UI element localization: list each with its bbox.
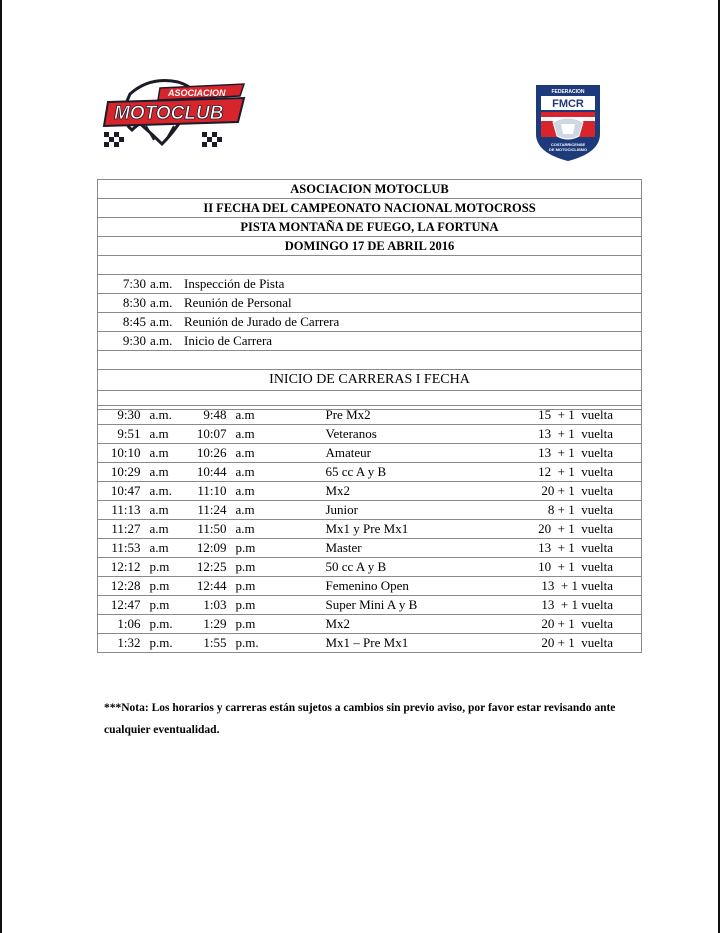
- race-end-time: 1:29: [186, 615, 232, 634]
- race-start-time: 9:30: [98, 406, 145, 425]
- agenda-row: 9:30 a.m. Inicio de Carrera: [98, 332, 642, 351]
- race-start-ampm: a.m: [145, 463, 186, 482]
- race-category: 65 cc A y B: [322, 463, 512, 482]
- section-title: INICIO DE CARRERAS I FECHA: [98, 370, 642, 391]
- race-end-ampm: a.m: [232, 501, 322, 520]
- race-end-ampm: a.m: [232, 463, 322, 482]
- race-start-time: 11:13: [98, 501, 145, 520]
- race-category: Mx2: [322, 615, 512, 634]
- race-start-ampm: a.m.: [145, 482, 186, 501]
- schedule-table: [97, 179, 642, 410]
- race-laps: 13 + 1 vuelta: [512, 444, 642, 463]
- race-end-time: 1:03: [186, 596, 232, 615]
- race-laps: 13 + 1 vuelta: [512, 596, 642, 615]
- race-category: Mx2: [322, 482, 512, 501]
- race-end-ampm: p.m: [232, 577, 322, 596]
- race-laps: 8 + 1 vuelta: [512, 501, 642, 520]
- race-laps: 20 + 1 vuelta: [512, 634, 642, 653]
- race-start-ampm: a.m: [145, 501, 186, 520]
- motoclub-logo-main-text: MOTOCLUB: [114, 103, 224, 124]
- fmcr-logo-initials: FMCR: [552, 98, 584, 110]
- race-row: [98, 444, 642, 463]
- race-row: [98, 463, 642, 482]
- race-row: [98, 482, 642, 501]
- race-laps: 13 + 1 vuelta: [512, 577, 642, 596]
- race-start-time: 10:47: [98, 482, 145, 501]
- race-category: Femenino Open: [322, 577, 512, 596]
- race-start-ampm: p.m.: [145, 634, 186, 653]
- race-end-time: 1:55: [186, 634, 232, 653]
- race-end-ampm: a.m: [232, 520, 322, 539]
- race-row: [98, 425, 642, 444]
- race-category: Super Mini A y B: [322, 596, 512, 615]
- disclaimer-note: ***Nota: Los horarios y carreras están sujetos a cambios sin previo aviso, por favor estar revisando ante cualquier eventualidad.: [104, 702, 616, 736]
- race-start-time: 12:28: [98, 577, 145, 596]
- race-start-ampm: a.m: [145, 520, 186, 539]
- race-end-ampm: p.m: [232, 615, 322, 634]
- motoclub-logo: [102, 74, 248, 154]
- race-end-time: 12:25: [186, 558, 232, 577]
- agenda-row: 8:45 a.m. Reunión de Jurado de Carrera: [98, 313, 642, 332]
- race-laps: 20 + 1 vuelta: [512, 482, 642, 501]
- race-start-time: 12:47: [98, 596, 145, 615]
- race-category: Mx1 y Pre Mx1: [322, 520, 512, 539]
- race-category: Junior: [322, 501, 512, 520]
- race-laps: 10 + 1 vuelta: [512, 558, 642, 577]
- header-date: DOMINGO 17 DE ABRIL 2016: [98, 237, 642, 256]
- race-row: [98, 501, 642, 520]
- race-end-time: 10:07: [186, 425, 232, 444]
- race-laps: 13 + 1 vuelta: [512, 539, 642, 558]
- blank-row: [98, 351, 642, 370]
- race-end-ampm: a.m: [232, 425, 322, 444]
- race-start-time: 11:53: [98, 539, 145, 558]
- race-row: [98, 596, 642, 615]
- race-end-time: 12:09: [186, 539, 232, 558]
- race-end-ampm: a.m: [232, 482, 322, 501]
- race-laps: 15 + 1 vuelta: [512, 406, 642, 425]
- race-end-ampm: p.m: [232, 558, 322, 577]
- race-end-time: 10:26: [186, 444, 232, 463]
- race-end-ampm: p.m.: [232, 634, 322, 653]
- race-start-ampm: p.m: [145, 596, 186, 615]
- race-start-ampm: a.m: [145, 539, 186, 558]
- blank-row: [98, 256, 642, 275]
- race-start-ampm: a.m: [145, 444, 186, 463]
- race-row: [98, 558, 642, 577]
- race-category: Veteranos: [322, 425, 512, 444]
- race-row: [98, 539, 642, 558]
- fmcr-logo-bottom-text-1: COSTARRICENSE: [550, 142, 586, 147]
- race-row: [98, 634, 642, 653]
- race-start-time: 1:06: [98, 615, 145, 634]
- fmcr-logo: [529, 84, 607, 162]
- header-organizer: ASOCIACION MOTOCLUB: [98, 180, 642, 199]
- race-category: 50 cc A y B: [322, 558, 512, 577]
- race-laps: 13 + 1 vuelta: [512, 425, 642, 444]
- header-venue: PISTA MONTAÑA DE FUEGO, LA FORTUNA: [98, 218, 642, 237]
- fmcr-logo-bottom-text-2: DE MOTOCICLISMO: [548, 147, 588, 152]
- race-start-ampm: p.m.: [145, 615, 186, 634]
- race-row: [98, 520, 642, 539]
- header-event: II FECHA DEL CAMPEONATO NACIONAL MOTOCROSS: [98, 199, 642, 218]
- race-category: Pre Mx2: [322, 406, 512, 425]
- race-row: [98, 406, 642, 425]
- race-end-time: 11:10: [186, 482, 232, 501]
- race-category: Amateur: [322, 444, 512, 463]
- race-end-ampm: p.m: [232, 539, 322, 558]
- race-start-ampm: a.m.: [145, 406, 186, 425]
- race-end-ampm: a.m: [232, 406, 322, 425]
- race-start-ampm: a.m: [145, 425, 186, 444]
- races-table: [97, 405, 642, 653]
- page-edge-left: [0, 0, 2, 933]
- race-laps: 20 + 1 vuelta: [512, 520, 642, 539]
- motoclub-logo-top-text: ASOCIACION: [168, 88, 226, 98]
- race-start-ampm: p.m: [145, 577, 186, 596]
- race-start-time: 12:12: [98, 558, 145, 577]
- race-end-time: 9:48: [186, 406, 232, 425]
- race-row: [98, 615, 642, 634]
- race-start-time: 9:51: [98, 425, 145, 444]
- race-start-ampm: p.m: [145, 558, 186, 577]
- race-end-time: 11:50: [186, 520, 232, 539]
- race-laps: 12 + 1 vuelta: [512, 463, 642, 482]
- race-row: [98, 577, 642, 596]
- race-laps: 20 + 1 vuelta: [512, 615, 642, 634]
- fmcr-logo-top-text: FEDERACION: [551, 89, 585, 95]
- race-category: Mx1 – Pre Mx1: [322, 634, 512, 653]
- agenda-row: 8:30 a.m. Reunión de Personal: [98, 294, 642, 313]
- agenda-row: 7:30 a.m. Inspección de Pista: [98, 275, 642, 294]
- race-end-time: 12:44: [186, 577, 232, 596]
- race-start-time: 10:29: [98, 463, 145, 482]
- race-start-time: 11:27: [98, 520, 145, 539]
- race-end-ampm: p.m: [232, 596, 322, 615]
- race-category: Master: [322, 539, 512, 558]
- race-start-time: 10:10: [98, 444, 145, 463]
- race-start-time: 1:32: [98, 634, 145, 653]
- race-end-ampm: a.m: [232, 444, 322, 463]
- race-end-time: 11:24: [186, 501, 232, 520]
- race-end-time: 10:44: [186, 463, 232, 482]
